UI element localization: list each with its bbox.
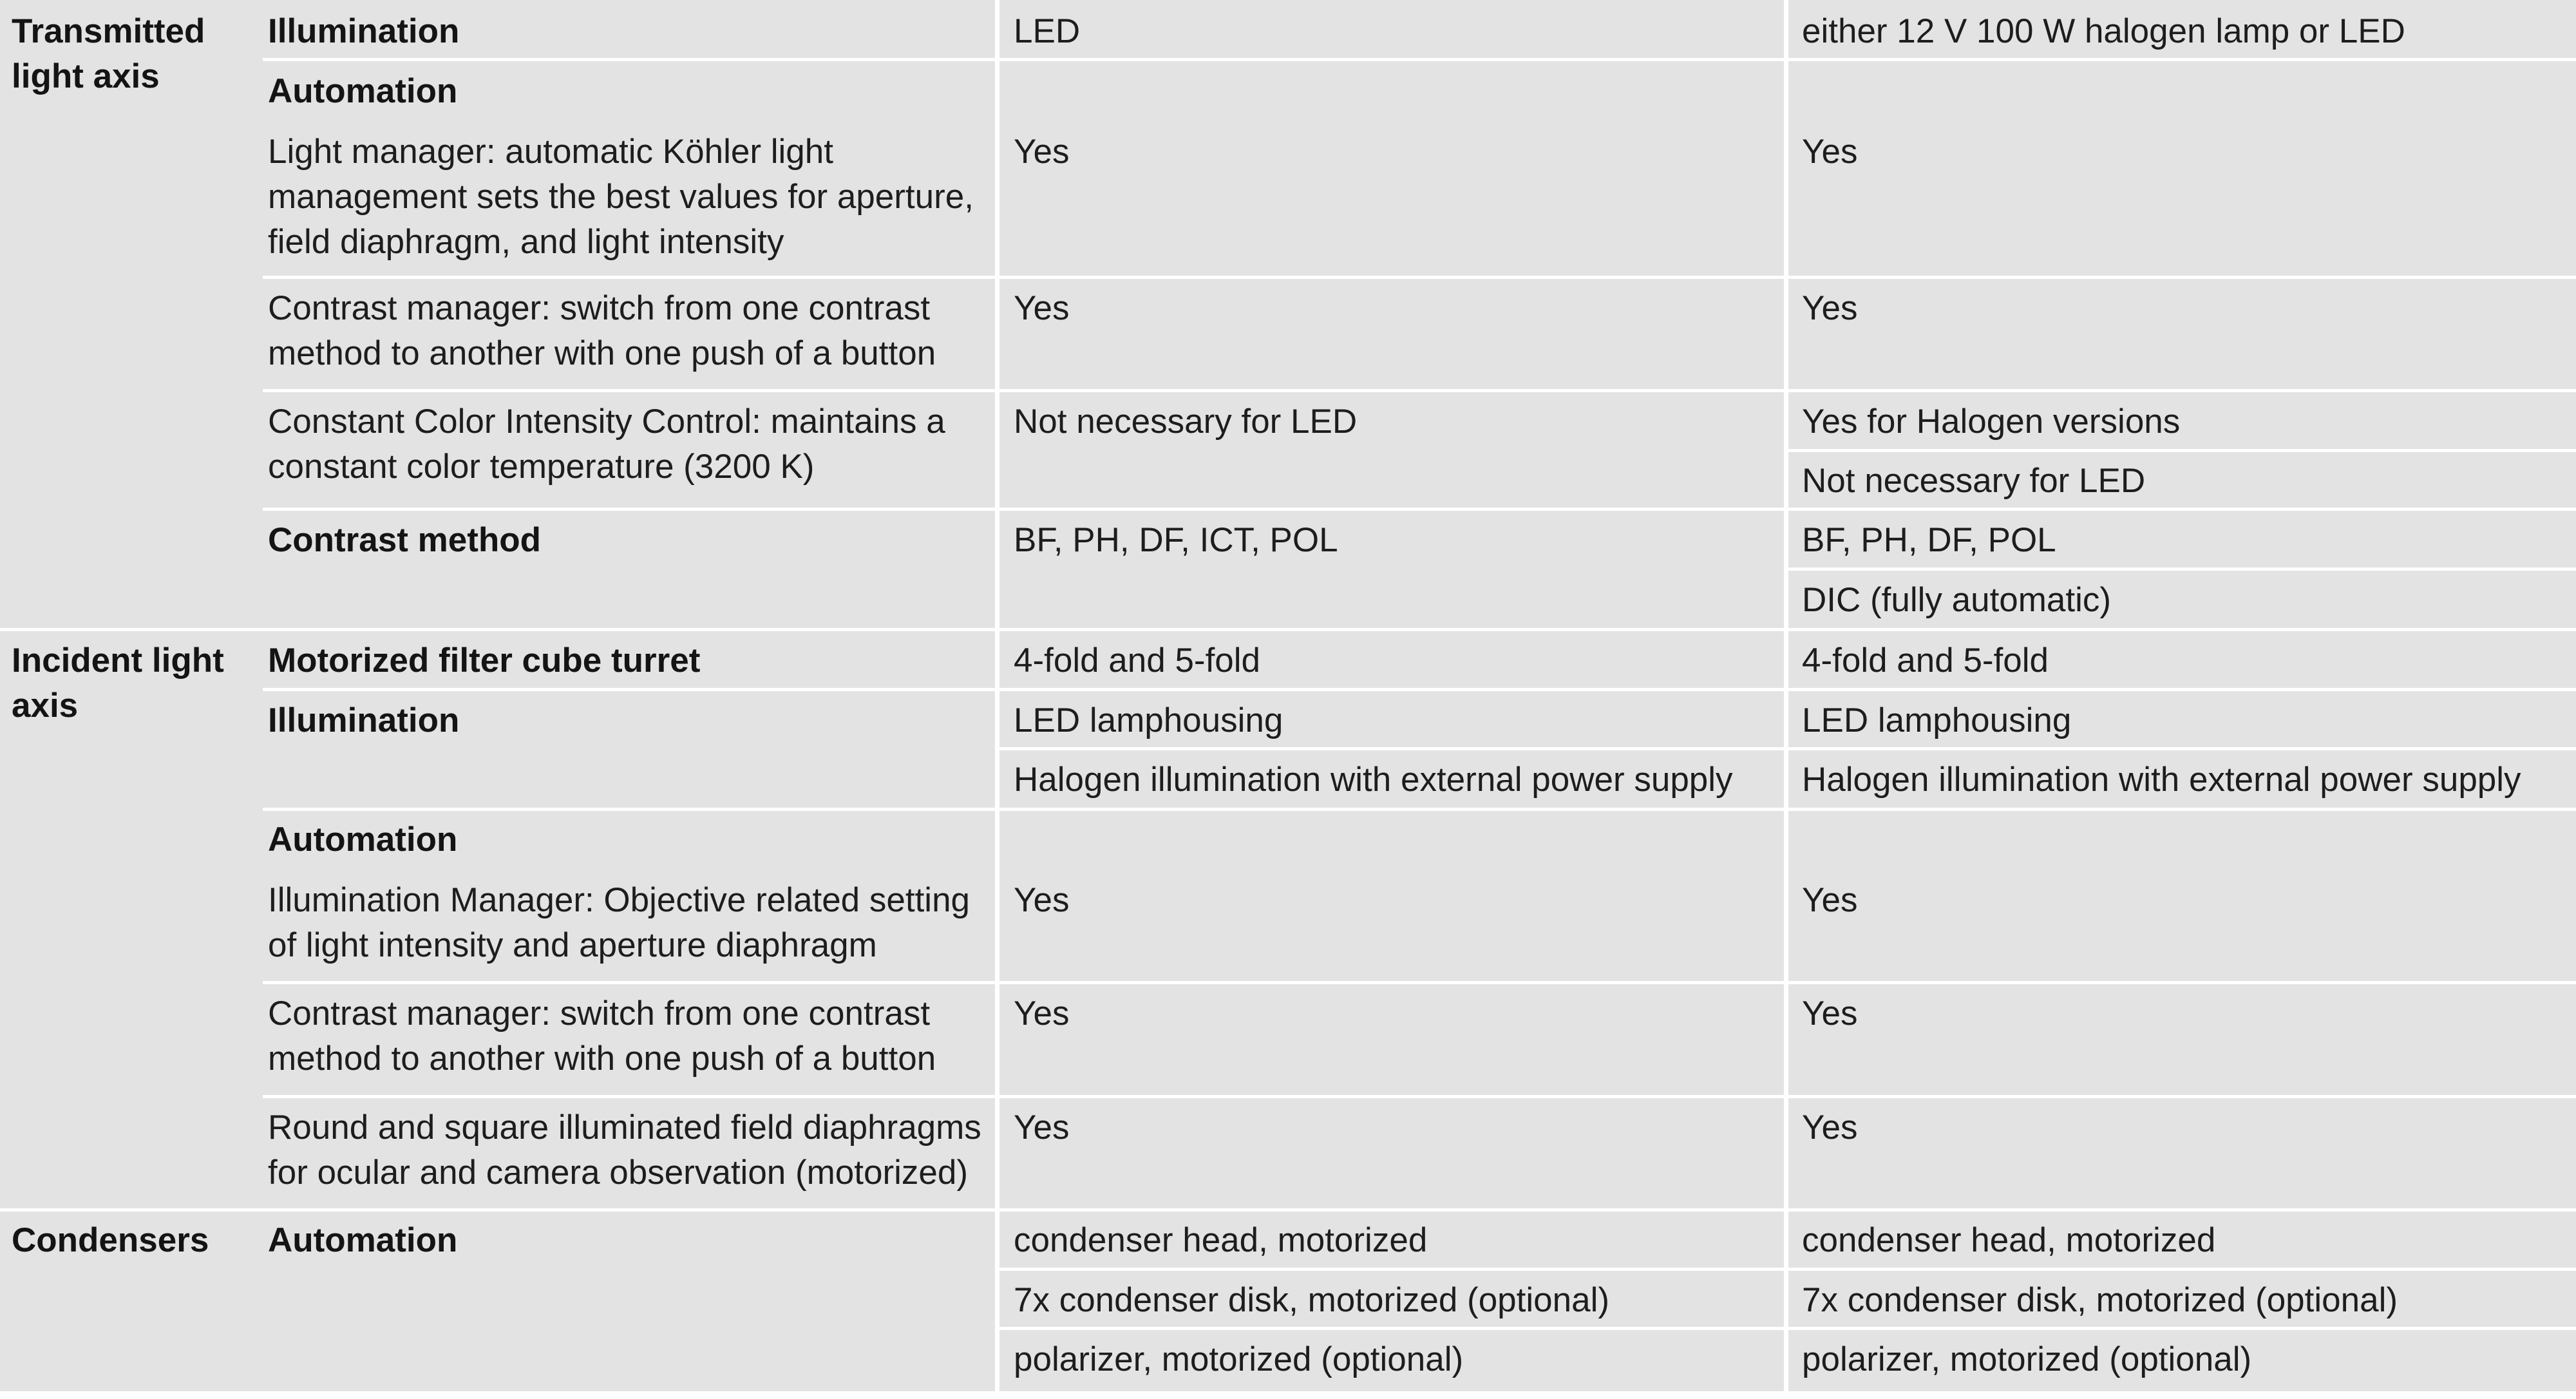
value-cell: Yes xyxy=(1802,289,1858,327)
section-divider xyxy=(0,1208,2576,1212)
row-divider xyxy=(263,276,2576,279)
bottom-margin xyxy=(0,1391,2576,1399)
value-cell: Yes xyxy=(1802,1109,1858,1147)
section-label-condensers: Condensers xyxy=(12,1221,209,1259)
value-cell: LED lamphousing xyxy=(1802,701,2072,739)
row-divider xyxy=(263,808,2576,811)
value-cell: Yes xyxy=(1802,133,1858,171)
feature-cell: Light manager: automatic Köhler light management sets the best values for aperture, field diaphragm, and light intensity xyxy=(268,133,974,261)
value-cell: Yes xyxy=(1802,995,1858,1033)
value-cell: Yes xyxy=(1014,133,1070,171)
value-cell: 4-fold and 5-fold xyxy=(1802,642,2049,680)
feature-cell: Automation xyxy=(268,1221,458,1259)
feature-cell: Motorized filter cube turret xyxy=(268,642,701,680)
value-cell: Yes xyxy=(1014,289,1070,327)
value-cell: Not necessary for LED xyxy=(1802,462,2146,500)
feature-cell: Illumination Manager: Objective related setting of light intensity and aperture diaphragm xyxy=(268,881,971,964)
value-cell: LED xyxy=(1014,12,1081,50)
row-divider xyxy=(263,688,2576,691)
section-label-incident: Incident light axis xyxy=(12,642,224,725)
value-divider xyxy=(999,1327,2576,1330)
value-cell: either 12 V 100 W halogen lamp or LED xyxy=(1802,12,2405,50)
row-divider xyxy=(263,508,2576,511)
row-divider xyxy=(263,389,2576,392)
feature-cell: Contrast manager: switch from one contrast method to another with one push of a button xyxy=(268,995,936,1078)
value-cell: DIC (fully automatic) xyxy=(1802,581,2112,619)
value-cell: Yes xyxy=(1014,881,1070,919)
value-cell: 7x condenser disk, motorized (optional) xyxy=(1802,1281,2398,1319)
value-cell: Yes xyxy=(1014,995,1070,1033)
value-cell: 7x condenser disk, motorized (optional) xyxy=(1014,1281,1610,1319)
section-label-transmitted: Transmitted light axis xyxy=(12,12,205,95)
value-cell: polarizer, motorized (optional) xyxy=(1802,1340,2252,1378)
row-divider xyxy=(263,1095,2576,1098)
value-cell: Not necessary for LED xyxy=(1014,403,1358,441)
value-cell: Halogen illumination with external power supply xyxy=(1014,761,1733,799)
feature-cell: Constant Color Intensity Control: maintains a constant color temperature (3200 K) xyxy=(268,403,945,486)
value-cell: Yes xyxy=(1802,881,1858,919)
value-cell: Yes for Halogen versions xyxy=(1802,403,2181,441)
value-divider xyxy=(1788,449,2576,452)
value-divider xyxy=(1788,567,2576,571)
value-cell: 4-fold and 5-fold xyxy=(1014,642,1261,680)
value-cell: LED lamphousing xyxy=(1014,701,1283,739)
value-divider xyxy=(999,747,2576,750)
feature-cell: Contrast manager: switch from one contrast method to another with one push of a button xyxy=(268,289,936,372)
section-divider xyxy=(0,628,2576,631)
value-cell: BF, PH, DF, POL xyxy=(1802,521,2056,559)
row-divider xyxy=(263,981,2576,984)
feature-cell: Illumination xyxy=(268,12,460,50)
column-divider xyxy=(995,0,999,1391)
feature-cell: Automation xyxy=(268,72,458,110)
value-cell: Halogen illumination with external power supply xyxy=(1802,761,2521,799)
value-cell: polarizer, motorized (optional) xyxy=(1014,1340,1464,1378)
value-cell: Yes xyxy=(1014,1109,1070,1147)
feature-cell: Contrast method xyxy=(268,521,541,559)
feature-cell: Illumination xyxy=(268,701,460,739)
column-divider xyxy=(1784,0,1788,1391)
row-divider xyxy=(263,58,2576,61)
value-cell: condenser head, motorized xyxy=(1802,1221,2216,1259)
value-divider xyxy=(999,1268,2576,1271)
value-cell: condenser head, motorized xyxy=(1014,1221,1428,1259)
feature-cell: Round and square illuminated field diaphragms for ocular and camera observation (motorized) xyxy=(268,1109,981,1192)
value-cell: BF, PH, DF, ICT, POL xyxy=(1014,521,1338,559)
feature-cell: Automation xyxy=(268,821,458,859)
